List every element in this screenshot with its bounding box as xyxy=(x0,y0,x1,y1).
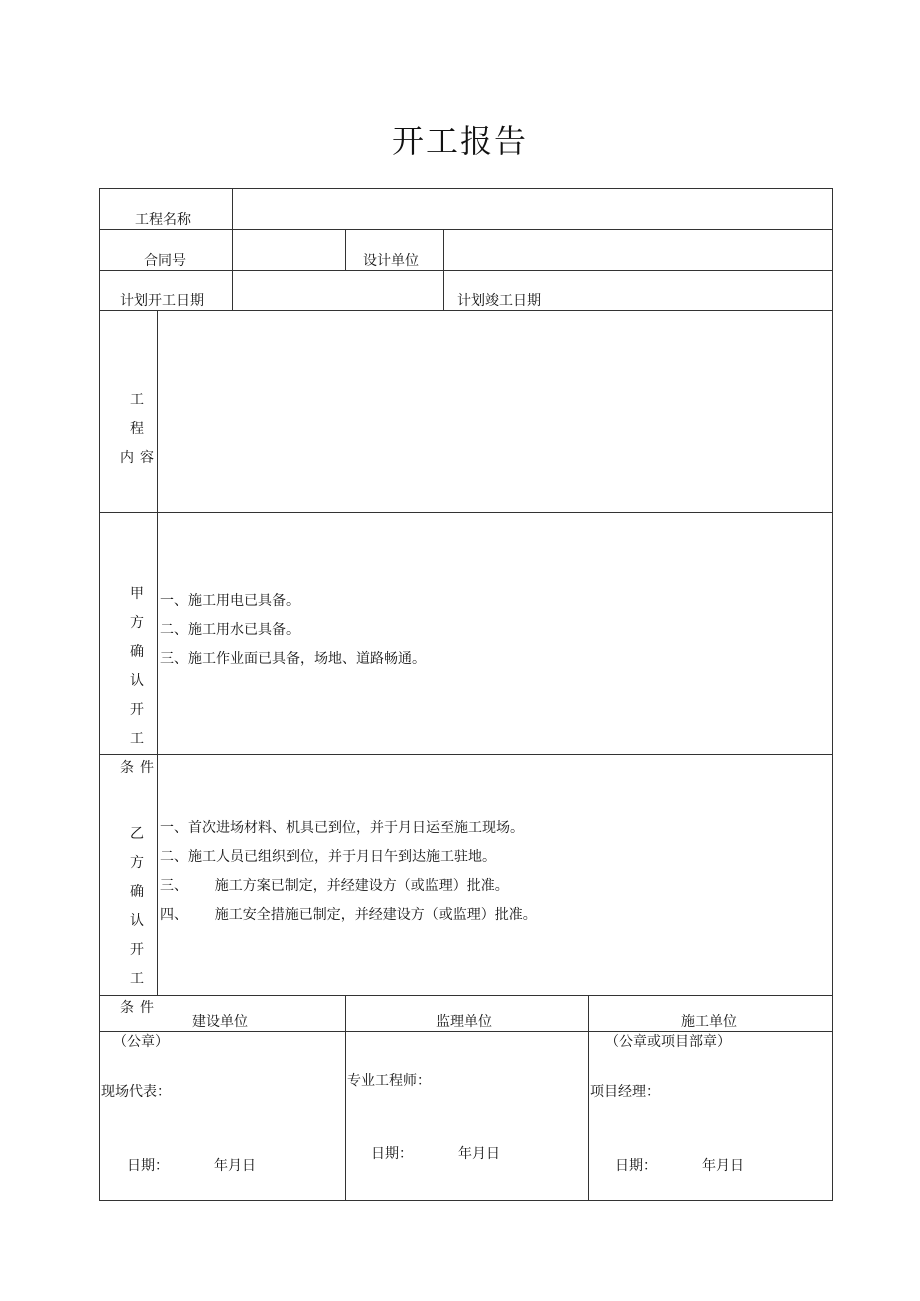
owner-seal: （公章） xyxy=(113,1034,169,1050)
party-b-condition-1: 一、首次进场材料、机具已到位，并于月日运至施工现场。 xyxy=(160,820,524,836)
party-b-label xyxy=(120,820,160,1023)
project-content-label xyxy=(120,386,160,473)
contractor-header: 施工单位 xyxy=(681,1014,737,1030)
column-divider xyxy=(588,995,589,1201)
supervisor-rep-label: 专业工程师： xyxy=(347,1073,431,1089)
project-name-label: 工程名称 xyxy=(135,212,191,228)
label-line: 确 认 xyxy=(130,884,150,929)
label-line: 乙 方 xyxy=(130,826,150,871)
owner-header: 建设单位 xyxy=(192,1014,248,1030)
supervisor-date-label: 日期： xyxy=(371,1146,413,1162)
contractor-rep-label: 项目经理： xyxy=(590,1084,660,1100)
plan-start-label: 计划开工日期 xyxy=(120,293,204,309)
party-a-label xyxy=(120,580,160,783)
plan-start-field[interactable] xyxy=(239,292,437,310)
table-border-right xyxy=(832,188,833,1201)
row-divider xyxy=(99,754,833,755)
label-line: 开 工 xyxy=(130,702,150,747)
label-line: 开 工 xyxy=(130,942,150,987)
design-unit-field[interactable] xyxy=(450,252,825,270)
contractor-date-label: 日期： xyxy=(615,1158,657,1174)
label-line: 甲 方 xyxy=(130,586,150,631)
supervisor-date-value: 年月日 xyxy=(458,1146,500,1162)
contractor-seal: （公章或项目部章） xyxy=(605,1034,731,1050)
contract-no-field[interactable] xyxy=(239,252,339,270)
project-content-field[interactable] xyxy=(164,318,824,506)
contract-no-label: 合同号 xyxy=(144,253,186,269)
table-border-bottom xyxy=(99,1200,833,1201)
column-divider xyxy=(345,995,346,1201)
contractor-date-value: 年月日 xyxy=(702,1158,744,1174)
label-line: 内容 xyxy=(120,450,160,466)
owner-date-label: 日期： xyxy=(127,1158,169,1174)
column-divider xyxy=(443,229,444,310)
column-divider xyxy=(232,188,233,310)
row-divider xyxy=(99,512,833,513)
row-divider xyxy=(99,229,833,230)
table-border-left xyxy=(99,188,100,1201)
project-name-field[interactable] xyxy=(239,211,824,229)
owner-rep-label: 现场代表： xyxy=(101,1084,171,1100)
label-line: 条件 xyxy=(120,1000,160,1016)
party-b-condition-4: 四、 施工安全措施已制定，并经建设方（或监理）批准。 xyxy=(160,907,537,923)
row-divider xyxy=(99,995,833,996)
plan-finish-label: 计划竣工日期 xyxy=(457,293,541,309)
design-unit-label: 设计单位 xyxy=(363,253,419,269)
party-a-condition-2: 二、施工用水已具备。 xyxy=(160,622,300,638)
supervisor-header: 监理单位 xyxy=(436,1014,492,1030)
party-b-condition-2: 二、施工人员已组织到位，并于月日午到达施工驻地。 xyxy=(160,849,496,865)
row-divider xyxy=(99,310,833,311)
row-divider xyxy=(99,270,833,271)
party-b-condition-3: 三、 施工方案已制定，并经建设方（或监理）批准。 xyxy=(160,878,509,894)
owner-date-value: 年月日 xyxy=(214,1158,256,1174)
label-line: 条件 xyxy=(120,760,160,776)
party-a-condition-3: 三、施工作业面已具备，场地、道路畅通。 xyxy=(160,651,426,667)
label-line: 确 认 xyxy=(130,644,150,689)
party-a-condition-1: 一、施工用电已具备。 xyxy=(160,593,300,609)
page-title: 开工报告 xyxy=(391,122,528,160)
label-line: 工 程 xyxy=(130,392,150,437)
table-border-top xyxy=(99,188,833,189)
row-divider xyxy=(99,1031,833,1032)
column-divider xyxy=(345,229,346,270)
